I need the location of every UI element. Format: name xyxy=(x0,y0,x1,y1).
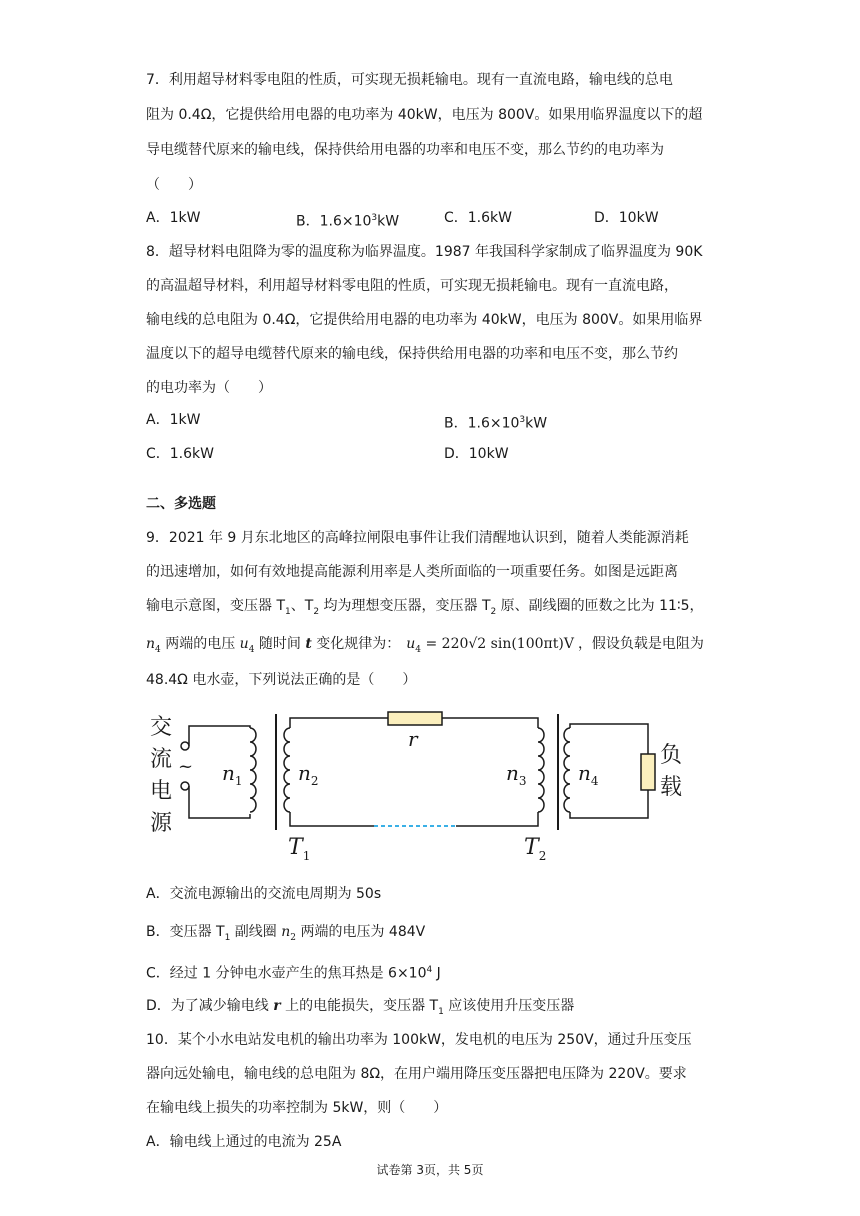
q7-option-b[interactable] xyxy=(296,208,399,232)
q9-u4-sub: 4 xyxy=(248,644,255,655)
q7-option-b-unit: kW xyxy=(377,213,400,230)
q10-option-a[interactable]: A．输电线上通过的电流为 25A xyxy=(146,1134,342,1150)
q7-option-b-base: B．1.6×10 xyxy=(296,213,372,230)
q7-option-d[interactable]: D．10kW xyxy=(594,210,659,226)
q9-option-b-n-sub: 2 xyxy=(290,932,297,943)
coil-n4 xyxy=(564,728,570,812)
section-title-multi-choice: 二、多选题 xyxy=(146,496,216,512)
t1-label: $T_1$ xyxy=(288,835,311,863)
q9-option-a[interactable]: A．交流电源输出的交流电周期为 50s xyxy=(146,886,382,902)
q9-line-3-a: 输电示意图，变压器 T xyxy=(146,598,286,614)
q9-line-4 xyxy=(146,634,704,660)
source-label-2: 流 xyxy=(150,747,173,772)
q9-line-3-c: 均为理想变压器，变压器 T xyxy=(319,598,491,614)
q9-line-4-d: ，假设负载是电阻为 xyxy=(577,636,704,652)
q9-u4: u xyxy=(239,636,249,652)
q9-option-b[interactable] xyxy=(146,922,425,948)
q8-option-a[interactable]: A．1kW xyxy=(146,412,201,428)
source-terminal-top xyxy=(181,742,189,750)
load-wire-bottom xyxy=(570,790,648,818)
q8-option-d[interactable]: D．10kW xyxy=(444,446,509,462)
q9-option-d-sub: 1 xyxy=(438,1006,444,1017)
q9-option-d-a: D．为了减少输电线 xyxy=(146,998,274,1014)
n1-label: $n_1$ xyxy=(222,761,243,788)
resistor-r xyxy=(388,712,442,725)
q9-option-b-b: 副线圈 xyxy=(230,924,282,940)
q8-option-c[interactable]: C．1.6kW xyxy=(146,446,214,462)
q8-line-1: 8．超导材料电阻降为零的温度称为临界温度。1987 年我国科学家制成了临界温度为 90K xyxy=(146,244,703,260)
q8-option-b-base: B．1.6×10 xyxy=(444,415,520,432)
q9-option-c[interactable] xyxy=(146,960,441,984)
coil-n2 xyxy=(284,728,290,812)
n4-label: $n_4$ xyxy=(578,761,599,788)
load-resistor xyxy=(641,754,655,790)
q8-line-3: 输电线的总电阻为 0.4Ω，它提供给用电器的电功率为 40kW，电压为 800V。如果用临界 xyxy=(146,312,703,328)
t2-label: $T_2$ xyxy=(524,835,547,863)
q9-option-c-sup: 4 xyxy=(426,965,433,975)
q7-line-1: 7．利用超导材料零电阻的性质，可实现无损耗输电。现有一直流电路，输电线的总电 xyxy=(146,72,673,88)
primary-wire-top xyxy=(189,726,250,746)
q9-option-d-b: 上的电能损失，变压器 T xyxy=(280,998,439,1014)
q9-line-3-b: 、T xyxy=(290,598,314,614)
source-label-3: 电 xyxy=(150,779,173,804)
load-label-1: 负 xyxy=(660,743,683,768)
q9-line-4-a: 两端的电压 xyxy=(160,636,240,652)
line-top-left xyxy=(290,718,388,728)
q9-option-b-n: n xyxy=(281,924,291,940)
n3-label: $n_3$ xyxy=(506,761,527,788)
page-footer: 试卷第 3页，共 5页 xyxy=(376,1163,484,1177)
q9-n4-sub: 4 xyxy=(155,644,161,655)
q9-line-4-b: 随时间 xyxy=(254,636,306,652)
q9-line-5: 48.4Ω 电水壶，下列说法正确的是（ ） xyxy=(146,672,417,688)
r-label: r xyxy=(408,727,418,751)
q8-line-5: 的电功率为（ ） xyxy=(146,380,272,396)
q9-line-3-d: 原、副线圈的匝数之比为 11∶5， xyxy=(496,598,704,614)
line-top-right xyxy=(442,718,538,728)
q8-option-b-unit: kW xyxy=(525,415,548,432)
q10-line-2: 器向远处输电，输电线的总电阻为 8Ω，在用户端用降压变压器把电压降为 220V。要求 xyxy=(146,1066,687,1082)
q9-n4: n xyxy=(146,636,156,652)
q7-option-a[interactable]: A．1kW xyxy=(146,210,201,226)
q9-formula-u: u xyxy=(406,636,416,652)
q8-line-2: 的高温超导材料，利用超导材料零电阻的性质，可实现无损耗输电。现有一直流电路， xyxy=(146,278,678,294)
q9-option-d-c: 应该使用升压变压器 xyxy=(443,998,575,1014)
q9-option-c-b: J xyxy=(432,965,441,982)
q8-option-b-exp: 3 xyxy=(519,415,526,425)
q9-line-2: 的迅速增加，如何有效地提高能源利用率是人类所面临的一项重要任务。如图是远距离 xyxy=(146,564,678,580)
source-label-4: 源 xyxy=(150,811,173,836)
q9-formula-u-sub: 4 xyxy=(415,644,422,655)
q7-line-4: （ ） xyxy=(146,177,202,193)
q9-line-3-sub1: 1 xyxy=(285,606,291,617)
q7-option-b-exp: 3 xyxy=(371,213,378,223)
q9-line-1: 9．2021 年 9 月东北地区的高峰拉闸限电事件让我们清醒地认识到，随着人类能源消耗 xyxy=(146,530,689,546)
q9-option-d[interactable] xyxy=(146,996,574,1022)
q9-option-c-a: C．经过 1 分钟电水壶产生的焦耳热是 6×10 xyxy=(146,965,427,982)
source-label-1: 交 xyxy=(150,715,173,740)
q10-line-1: 10．某个小水电站发电机的输出功率为 100kW，发电机的电压为 250V，通过升压变压 xyxy=(146,1032,692,1048)
primary-wire-bottom xyxy=(189,786,250,818)
source-terminal-bottom xyxy=(181,782,189,790)
q8-option-b[interactable] xyxy=(444,410,547,434)
q7-option-c[interactable]: C．1.6kW xyxy=(444,210,512,226)
n2-label: $n_2$ xyxy=(298,761,319,788)
load-label-2: 载 xyxy=(660,775,683,800)
coil-n3 xyxy=(538,728,544,812)
ac-tilde: ~ xyxy=(178,756,194,777)
q9-formula xyxy=(406,636,574,655)
q9-option-b-a: B．变压器 T xyxy=(146,924,225,940)
q9-option-d-r: r xyxy=(273,998,281,1014)
q10-line-3: 在输电线上损失的功率控制为 5kW，则（ ） xyxy=(146,1100,448,1116)
line-bottom-left xyxy=(290,812,374,826)
q9-option-b-sub1: 1 xyxy=(224,932,231,943)
line-bottom-right xyxy=(456,812,538,826)
q9-line-3-sub3: 2 xyxy=(490,606,497,617)
transmission-circuit-diagram xyxy=(140,706,700,866)
q8-line-4: 温度以下的超导电缆替代原来的输电线，保持供给用电器的功率和电压不变，那么节约 xyxy=(146,346,678,362)
coil-n1 xyxy=(250,728,256,812)
q9-t: t xyxy=(305,636,312,652)
q9-formula-body: = 220√2 sin(100πt)V xyxy=(421,636,574,652)
q9-option-b-c: 两端的电压为 484V xyxy=(296,924,426,940)
q9-line-4-c: 变化规律为： xyxy=(311,636,401,652)
load-wire-top xyxy=(570,724,648,754)
q7-line-3: 导电缆替代原来的输电线，保持供给用电器的功率和电压不变，那么节约的电功率为 xyxy=(146,142,664,158)
q7-line-2: 阻为 0.4Ω，它提供给用电器的电功率为 40kW，电压为 800V。如果用临界温度以下的超 xyxy=(146,107,703,123)
q9-line-3 xyxy=(146,596,704,622)
q9-line-3-sub2: 2 xyxy=(313,606,320,617)
